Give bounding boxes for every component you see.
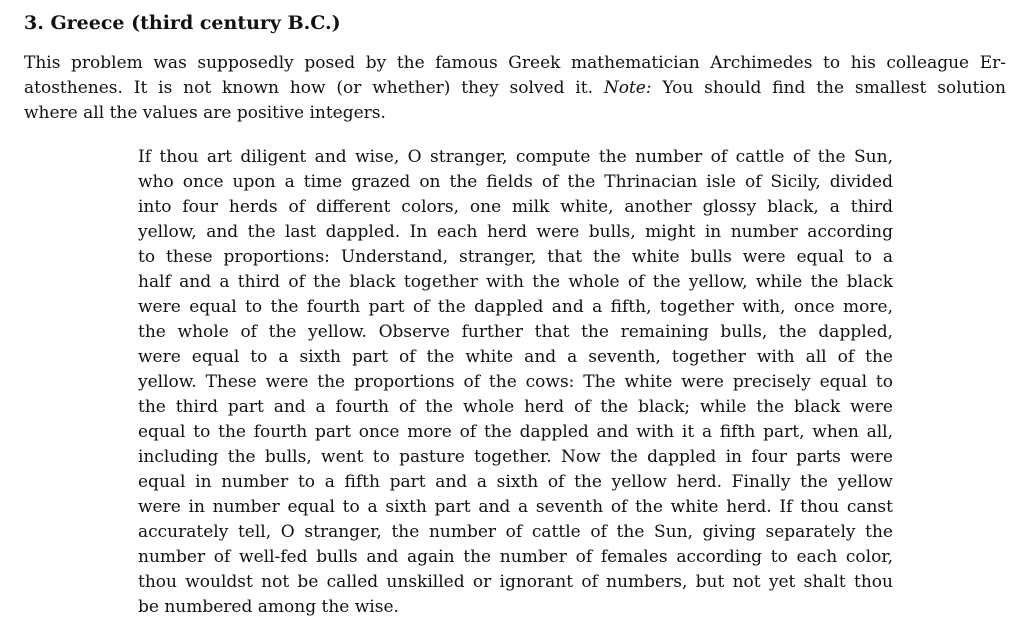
quote-line: the third part and a fourth of the whole herd of the black; while the black were (138, 397, 893, 417)
section-heading: 3. Greece (third century B.C.) (24, 12, 341, 34)
quote-line: yellow. These were the proportions of the cows: The white were precisely equal to (138, 372, 893, 392)
quote-line: half and a third of the black together with the whole of the yellow, while the black (138, 272, 893, 292)
intro-line: This problem was supposedly posed by the famous Greek mathematician Archimedes to his colleague Er- (24, 53, 1006, 73)
quote-line: thou wouldst not be called unskilled or ignorant of numbers, but not yet shalt thou (138, 572, 893, 592)
quote-line: accurately tell, O stranger, the number of cattle of the Sun, giving separately the (138, 522, 893, 542)
quote-line: who once upon a time grazed on the fields of the Thrinacian isle of Sicily, divided (138, 172, 893, 192)
quote-line: into four herds of different colors, one milk white, another glossy black, a third (138, 197, 893, 217)
intro-line-with-note (24, 76, 1006, 101)
intro-text-after-note: You should find the smallest solution (662, 78, 1006, 98)
quote-line: number of well-fed bulls and again the number of females according to each color, (138, 547, 893, 567)
quote-line: were equal to a sixth part of the white and a seventh, together with all of the (138, 347, 893, 367)
intro-text-before-note: atosthenes. It is not known how (or whether) they solved it. (24, 78, 593, 98)
archimedes-cattle-problem-quote (138, 145, 893, 620)
quote-line: were equal to the fourth part of the dappled and a fifth, together with, once more, (138, 297, 893, 317)
quote-line: equal to the fourth part once more of the dappled and with it a fifth part, when all, (138, 422, 893, 442)
intro-line: where all the values are positive integers. (24, 103, 386, 123)
quote-line: yellow, and the last dappled. In each herd were bulls, might in number according (138, 222, 893, 242)
quote-line: If thou art diligent and wise, O stranger, compute the number of cattle of the Sun, (138, 147, 893, 167)
quote-line: be numbered among the wise. (138, 597, 399, 617)
quote-line: equal in number to a fifth part and a sixth of the yellow herd. Finally the yellow (138, 472, 893, 492)
quote-line: including the bulls, went to pasture together. Now the dappled in four parts were (138, 447, 893, 467)
quote-line: were in number equal to a sixth part and a seventh of the white herd. If thou canst (138, 497, 893, 517)
note-label: Note: (603, 78, 652, 98)
intro-paragraph (24, 51, 1006, 126)
quote-line: to these proportions: Understand, stranger, that the white bulls were equal to a (138, 247, 893, 267)
quote-line: the whole of the yellow. Observe further that the remaining bulls, the dappled, (138, 322, 893, 342)
